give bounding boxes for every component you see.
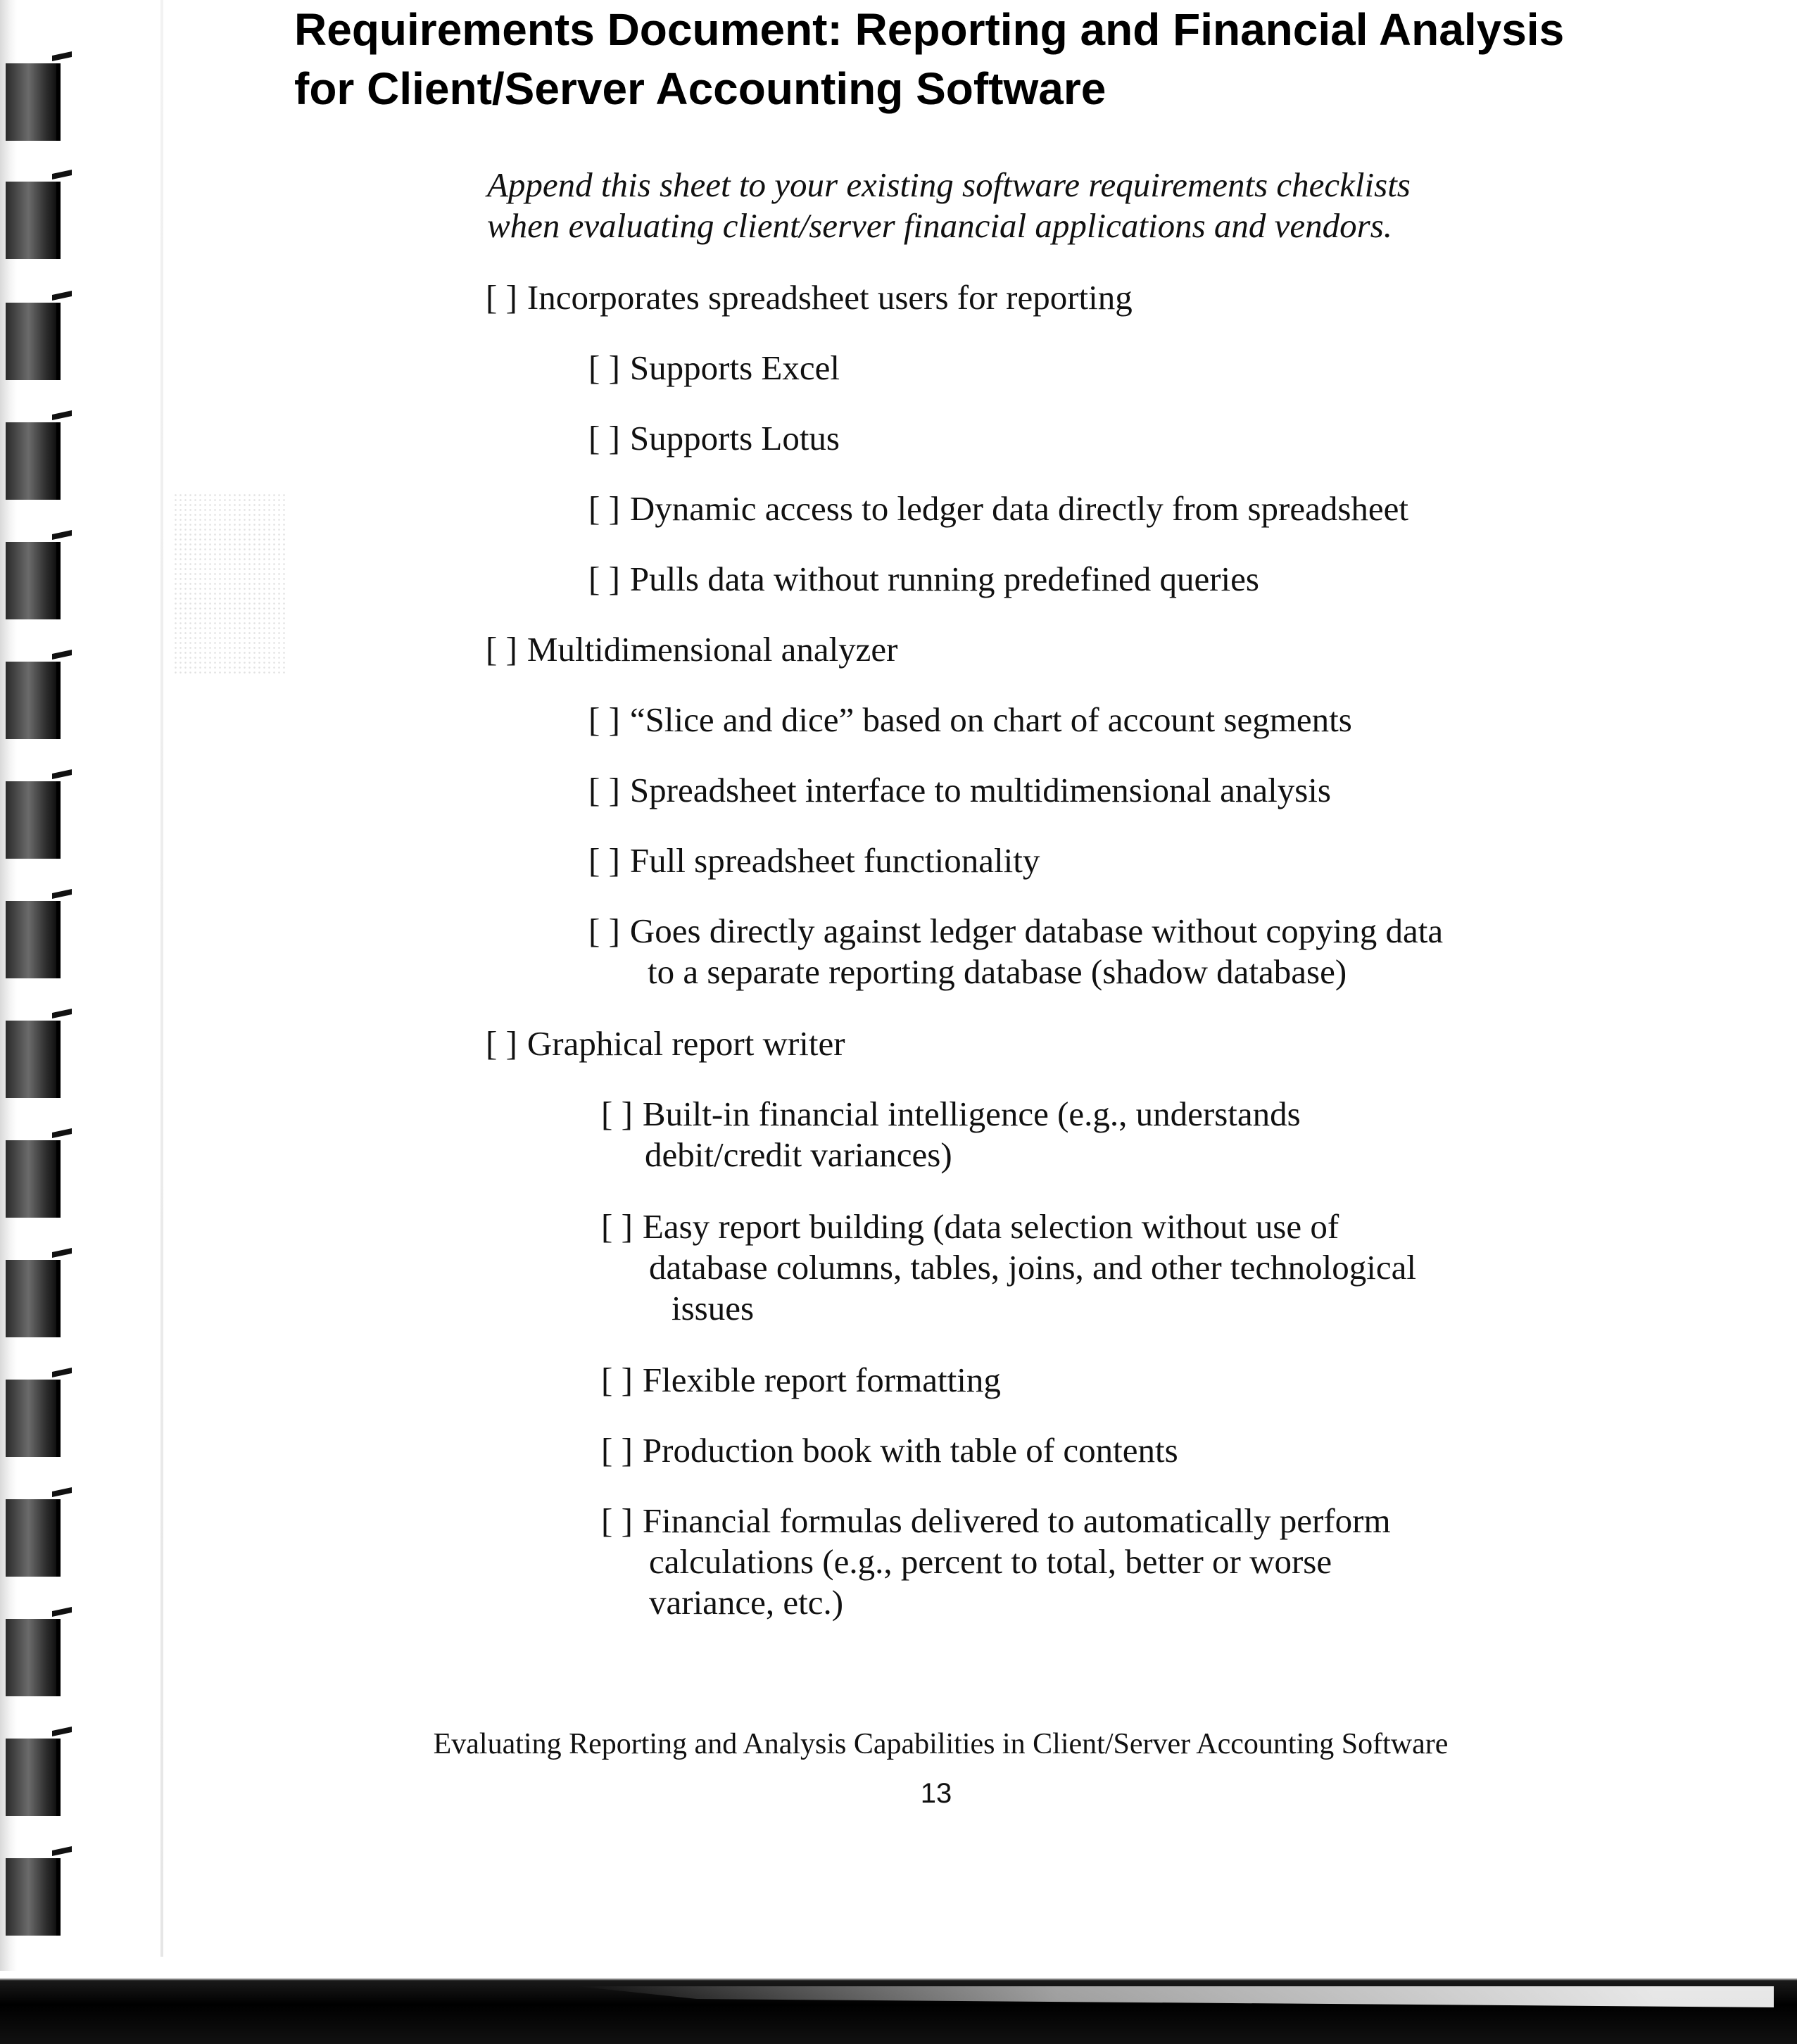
item-continuation: issues [671, 1289, 755, 1327]
binding-ring [6, 1260, 61, 1337]
binding-ring [6, 901, 61, 978]
binding-ring [6, 182, 61, 259]
checklist-item [588, 348, 840, 389]
item-label: Financial formulas delivered to automatically perform [642, 1501, 1391, 1540]
checkbox[interactable]: [ ] [588, 560, 620, 598]
item-label: Easy report building (data selection without use of [642, 1207, 1339, 1246]
item-label: Pulls data without running predefined queries [629, 560, 1259, 598]
title-line-2: for Client/Server Accounting Software [294, 63, 1106, 114]
item-label: Spreadsheet interface to multidimensional analysis [629, 771, 1331, 809]
checkbox[interactable]: [ ] [601, 1207, 633, 1246]
checklist-section [486, 629, 898, 670]
checkbox[interactable]: [ ] [601, 1094, 633, 1133]
document-title [294, 0, 1702, 118]
binding-ring [6, 542, 61, 619]
page-footer: Evaluating Reporting and Analysis Capabilities in Client/Server Accounting Software [433, 1728, 1449, 1760]
checkbox[interactable]: [ ] [486, 630, 517, 669]
binding-ring [6, 1380, 61, 1457]
binding-ring [6, 662, 61, 739]
binding-ring [6, 781, 61, 859]
binding-ring [6, 1021, 61, 1098]
binding-ring [6, 422, 61, 500]
checklist-item [588, 770, 1331, 811]
spiral-binding [0, 0, 84, 1971]
checkbox[interactable]: [ ] [601, 1501, 633, 1540]
scan-bottom-edge [0, 1976, 1797, 2044]
checklist-item [588, 840, 1040, 881]
item-label: Supports Excel [629, 348, 840, 387]
item-label: Dynamic access to ledger data directly from spreadsheet [629, 489, 1409, 528]
checkbox[interactable]: [ ] [588, 911, 620, 950]
item-continuation: debit/credit variances) [645, 1135, 952, 1174]
intro-note [487, 165, 1585, 246]
binding-ring [6, 1858, 61, 1936]
scan-sheen [577, 1986, 1774, 2007]
checklist-item [588, 911, 1443, 992]
section-label: Incorporates spreadsheet users for reporting [527, 278, 1133, 317]
intro-line-2: when evaluating client/server financial applications and vendors. [487, 206, 1393, 245]
item-continuation: database columns, tables, joins, and other technological [649, 1248, 1416, 1287]
page-number: 13 [920, 1778, 952, 1809]
checklist-item [601, 1430, 1178, 1471]
item-label: Production book with table of contents [642, 1431, 1178, 1470]
item-continuation: to a separate reporting database (shadow database) [648, 952, 1347, 991]
checkbox[interactable]: [ ] [588, 841, 620, 880]
scan-speckle [173, 493, 286, 676]
binding-ring [6, 1499, 61, 1577]
item-continuation: calculations (e.g., percent to total, better or worse [649, 1542, 1332, 1581]
item-label: Supports Lotus [629, 419, 840, 458]
checkbox[interactable]: [ ] [601, 1431, 633, 1470]
checkbox[interactable]: [ ] [588, 700, 620, 739]
checklist-section [486, 277, 1133, 318]
checkbox[interactable]: [ ] [601, 1361, 633, 1399]
item-label: Flexible report formatting [642, 1361, 1001, 1399]
checklist-item [601, 1360, 1001, 1401]
item-label: Goes directly against ledger database without copying data [629, 911, 1444, 950]
checkbox[interactable]: [ ] [588, 771, 620, 809]
item-label: Full spreadsheet functionality [629, 841, 1040, 880]
item-continuation: variance, etc.) [649, 1583, 844, 1622]
page-edge [160, 0, 163, 1957]
section-label: Multidimensional analyzer [527, 630, 898, 669]
checklist-item [601, 1501, 1391, 1623]
binding-ring [6, 1140, 61, 1218]
intro-line-1: Append this sheet to your existing software requirements checklists [487, 165, 1411, 204]
checkbox[interactable]: [ ] [588, 419, 620, 458]
checklist-item [588, 488, 1408, 529]
checklist-item [601, 1094, 1301, 1175]
binding-ring [6, 63, 61, 141]
checkbox[interactable]: [ ] [588, 489, 620, 528]
checklist-item [588, 559, 1259, 600]
item-label: “Slice and dice” based on chart of account segments [629, 700, 1352, 739]
checklist-item [588, 418, 840, 459]
binding-ring [6, 303, 61, 380]
binding-ring [6, 1619, 61, 1696]
item-label: Built-in financial intelligence (e.g., understands [642, 1094, 1301, 1133]
title-line-1: Requirements Document: Reporting and Financial Analysis [294, 4, 1565, 55]
checklist-item [588, 700, 1352, 740]
checkbox[interactable]: [ ] [486, 278, 517, 317]
section-label: Graphical report writer [527, 1024, 845, 1063]
checkbox[interactable]: [ ] [588, 348, 620, 387]
checkbox[interactable]: [ ] [486, 1024, 517, 1063]
checklist-section [486, 1023, 845, 1064]
checklist-item [601, 1206, 1416, 1329]
